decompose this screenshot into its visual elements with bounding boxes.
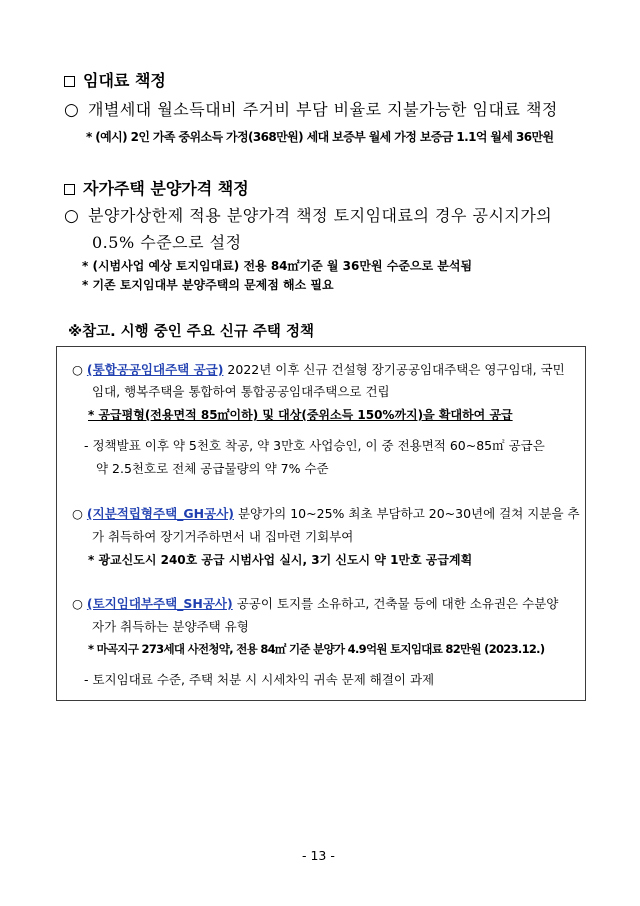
policy-note: * 마곡지구 273세대 사전청약, 전용 84㎡ 기준 분양가 4.9억원 토지임대료 82만원 (2023.12.) (88, 642, 545, 656)
circle-bullet-icon: ○ (72, 362, 83, 377)
bullet-rent: ○ 개별세대 월소득대비 주거비 부담 비율로 지불가능한 임대료 책정 (64, 100, 558, 120)
policy-item-integrated-rental: ○ (통합공공임대주택 공급) 2022년 이후 신규 건설형 장기공공임대주택은 영구임대, 국민 (72, 362, 565, 377)
note-existing-problem: * 기존 토지임대부 분양주택의 문제점 해소 필요 (82, 278, 334, 292)
section-heading-price: 자가주택 분양가격 책정 (64, 176, 249, 199)
section-heading-rent: 임대료 책정 (64, 68, 166, 91)
note-rent-example: * (예시) 2인 가족 중위소득 가정(368만원) 세대 보증부 월세 가정 보증금 1.1억 월세 36만원 (86, 130, 554, 144)
policy-item-equity-housing: ○ (지분적립형주택_GH공사) 분양가의 10~25% 최초 부담하고 20~30년에 걸쳐 지분을 추 (72, 506, 580, 521)
policy-dash: - 토지임대료 수준, 주택 처분 시 시세차익 귀속 문제 해결이 과제 (84, 672, 435, 687)
checkbox-square-icon (64, 76, 75, 87)
policy-item-text: 임대, 행복주택을 통합하여 통합공공임대주택으로 건립 (92, 384, 390, 399)
circle-bullet-icon: ○ (72, 506, 83, 521)
policy-item-land-lease: ○ (토지임대부주택_SH공사) 공공이 토지를 소유하고, 건축물 등에 대한 소유권은 수분양 (72, 596, 559, 611)
checkbox-square-icon (64, 184, 75, 195)
circle-bullet-icon: ○ (64, 206, 79, 226)
policy-dash: - 정책발표 이후 약 5천호 착공, 약 3만호 사업승인, 이 중 전용면적 60~85㎡ 공급은 (84, 438, 545, 453)
circle-bullet-icon: ○ (72, 596, 83, 611)
circle-bullet-icon: ○ (64, 100, 79, 120)
bullet-price-cont: 0.5% 수준으로 설정 (92, 233, 242, 252)
page-number: - 13 - (302, 848, 335, 863)
policy-item-text: 가 취득하여 장기거주하면서 내 집마련 기회부여 (92, 529, 354, 544)
policy-item-text: 자가 취득하는 분양주택 유형 (92, 619, 249, 634)
bullet-price: ○ 분양가상한제 적용 분양가격 책정 토지임대료의 경우 공시지가의 (64, 206, 553, 226)
policy-dash-cont: 약 2.5천호로 전체 공급물량의 약 7% 수준 (96, 461, 329, 476)
reference-title: ※참고. 시행 중인 주요 신규 주택 정책 (68, 324, 314, 340)
note-pilot-rent: * (시범사업 예상 토지임대료) 전용 84㎡기준 월 36만원 수준으로 분석됨 (82, 259, 473, 273)
policy-note: * 광교신도시 240호 공급 시범사업 실시, 3기 신도시 약 1만호 공급계획 (88, 553, 473, 567)
policy-note: * 공급평형(전용면적 85㎡이하) 및 대상(중위소득 150%까지)을 확대하여 공급 (88, 408, 513, 422)
